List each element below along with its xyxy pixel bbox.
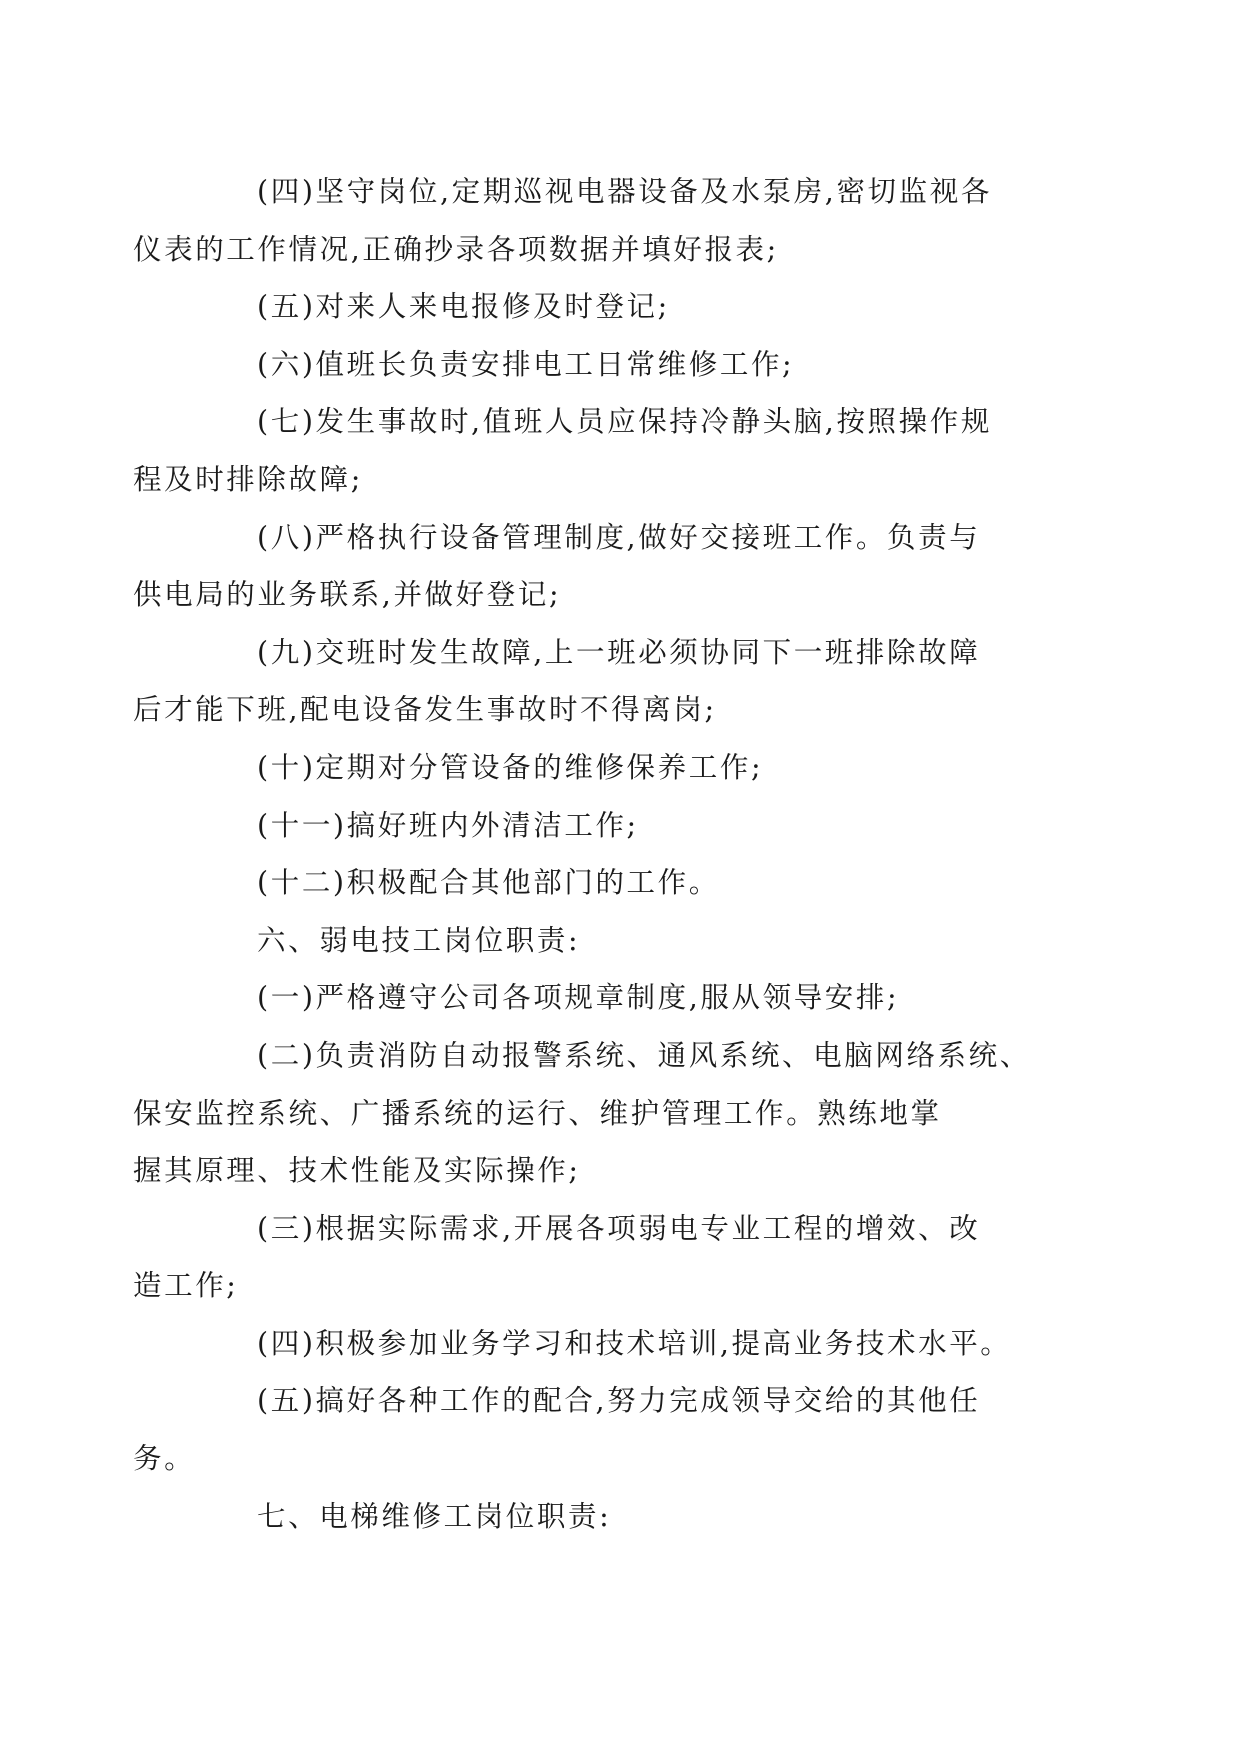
text-line: (十)定期对分管设备的维修保养工作; — [257, 750, 764, 784]
text-line: 造工作; — [133, 1269, 239, 1303]
text-line: (六)值班长负责安排电工日常维修工作; — [257, 347, 795, 381]
text-line: (四)坚守岗位,定期巡视电器设备及水泵房,密切监视各 — [257, 175, 992, 208]
paragraph — [133, 509, 1055, 624]
text-line: (九)交班时发生故障,上一班必须协同下一班排除故障 — [257, 635, 981, 669]
section-heading — [195, 912, 1055, 970]
text-line: (十一)搞好班内外清洁工作; — [257, 808, 639, 842]
text-line: 仪表的工作情况,正确抄录各项数据并填好报表; — [133, 232, 779, 266]
paragraph — [195, 278, 1055, 336]
paragraph — [195, 969, 1055, 1027]
text-line: (七)发生事故时,值班人员应保持冷静头脑,按照操作规 — [257, 405, 992, 439]
text-line: (四)积极参加业务学习和技术培训,提高业务技术水平。 — [257, 1326, 1012, 1360]
paragraph — [195, 797, 1055, 855]
text-line: 程及时排除故障; — [133, 462, 363, 496]
paragraph — [195, 854, 1055, 912]
text-line: 保安监控系统、广播系统的运行、维护管理工作。熟练地掌 — [133, 1096, 942, 1130]
text-line: 供电局的业务联系,并做好登记; — [133, 578, 562, 612]
text-line: (八)严格执行设备管理制度,做好交接班工作。负责与 — [257, 520, 981, 554]
paragraph — [133, 1027, 1055, 1200]
text-line: 握其原理、技术性能及实际操作; — [133, 1154, 581, 1188]
paragraph — [133, 1200, 1055, 1315]
text-line: 六、弱电技工岗位职责: — [257, 923, 581, 957]
text-line: 务。 — [133, 1442, 196, 1476]
paragraph — [195, 336, 1055, 394]
paragraph — [133, 393, 1055, 508]
paragraph — [133, 163, 1055, 278]
text-line: (一)严格遵守公司各项规章制度,服从领导安排; — [257, 981, 900, 1015]
text-line: (三)根据实际需求,开展各项弱电专业工程的增效、改 — [257, 1211, 981, 1245]
text-line: (五)搞好各种工作的配合,努力完成领导交给的其他任 — [257, 1384, 981, 1418]
paragraph — [133, 1372, 1055, 1487]
text-line: 七、电梯维修工岗位职责: — [257, 1499, 612, 1533]
text-line: (十二)积极配合其他部门的工作。 — [257, 866, 720, 900]
paragraph — [195, 1315, 1055, 1373]
text-line: 后才能下班,配电设备发生事故时不得离岗; — [133, 693, 717, 727]
section-heading — [195, 1488, 1055, 1546]
document-body — [133, 163, 1055, 1545]
text-line: (五)对来人来电报修及时登记; — [257, 290, 670, 324]
paragraph — [195, 739, 1055, 797]
text-line: (二)负责消防自动报警系统、通风系统、电脑网络系统、 — [257, 1038, 1031, 1072]
paragraph — [133, 624, 1055, 739]
